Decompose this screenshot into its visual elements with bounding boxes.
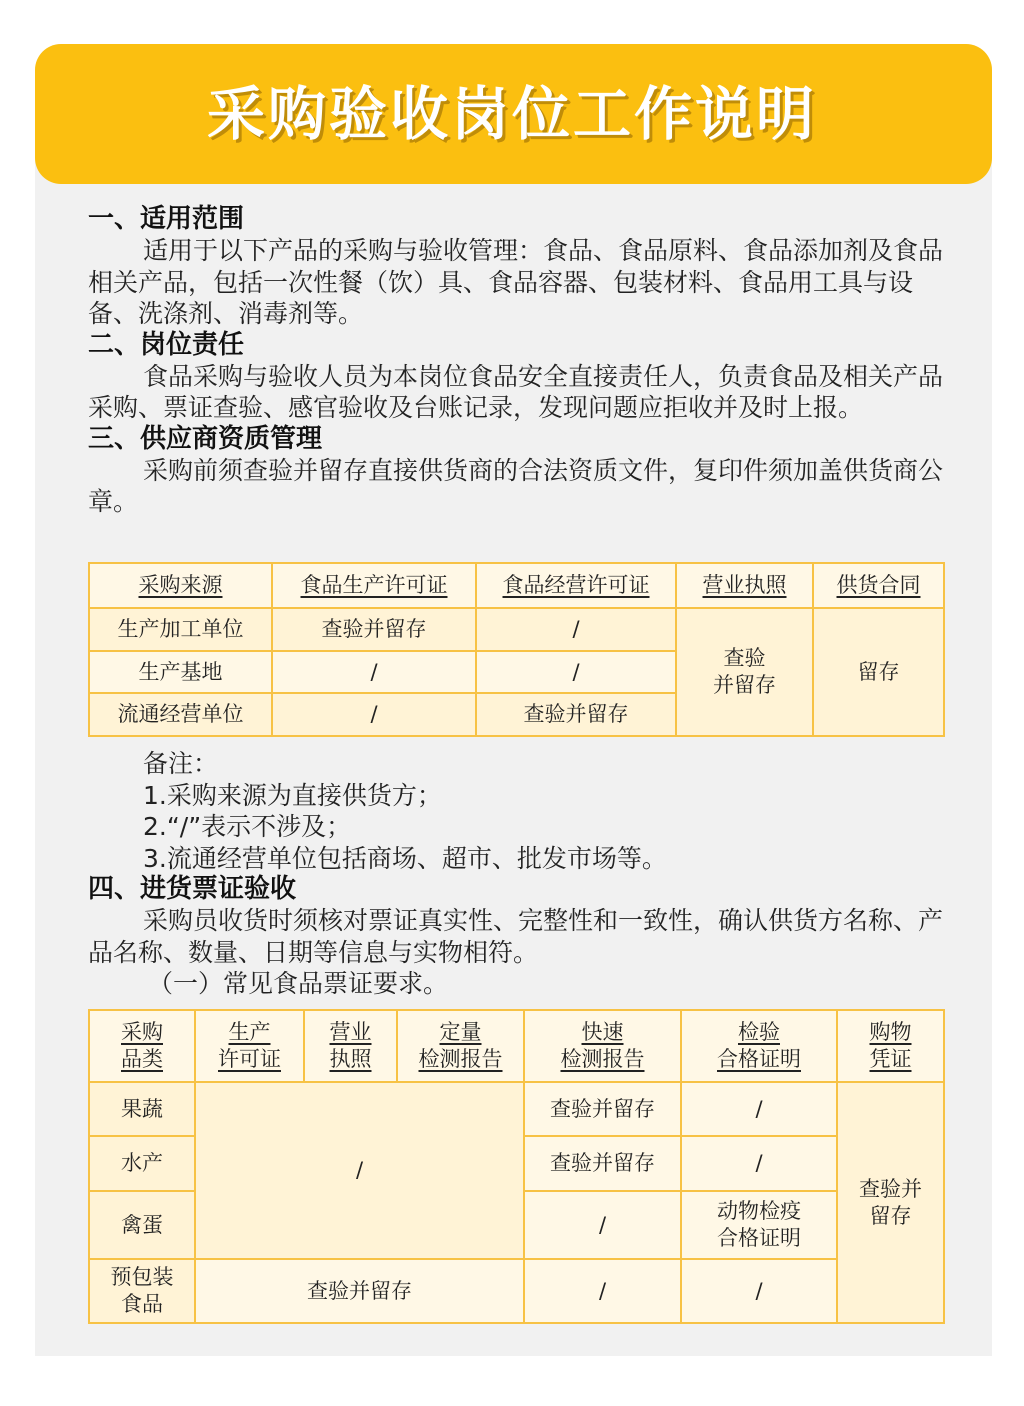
notes-label: 备注： xyxy=(143,749,219,778)
table1-row-source: 生产加工单位 xyxy=(89,608,272,651)
table2-header xyxy=(681,1010,837,1082)
header-line: 检验 xyxy=(738,1020,780,1044)
cell-line: 食品 xyxy=(121,1292,163,1316)
table1-header-source: 采购来源 xyxy=(89,563,272,608)
table1-cell: / xyxy=(476,651,676,693)
receipt-requirements-table xyxy=(88,1009,945,1324)
document-body xyxy=(88,204,948,518)
header-line: 合格证明 xyxy=(717,1047,801,1071)
table2-row-category: 水产 xyxy=(89,1136,195,1191)
table1-cell: / xyxy=(272,651,476,693)
table2-cell: / xyxy=(681,1136,837,1191)
cell-line: 预包装 xyxy=(110,1265,174,1289)
header-line: 营业 xyxy=(329,1020,372,1044)
header-line: 定量 xyxy=(439,1020,482,1044)
header-line: 执照 xyxy=(329,1047,372,1071)
section-heading-responsibility: 二、岗位责任 xyxy=(88,329,245,360)
table2-row-category: 果蔬 xyxy=(89,1082,195,1136)
table2-cell: / xyxy=(524,1259,681,1323)
subsection-heading: （一）常见食品票证要求。 xyxy=(148,969,449,998)
table2-header xyxy=(304,1010,397,1082)
table2-cell: / xyxy=(524,1191,681,1259)
note-item: 1.采购来源为直接供货方； xyxy=(143,780,442,810)
table2-header xyxy=(89,1010,195,1082)
header-line: 检测报告 xyxy=(560,1047,645,1071)
section-text-receipt-check: 采购员收货时须核对票证真实性、完整性和一致性，确认供货方名称、产品名称、数量、日期等信息与实物相符。 xyxy=(88,906,944,967)
table2-row-category xyxy=(89,1259,195,1323)
table2-cell: 查验并留存 xyxy=(524,1082,681,1136)
table2-row-category: 禽蛋 xyxy=(89,1191,195,1259)
cell-line: 动物检疫 xyxy=(717,1199,801,1223)
section-text-scope: 适用于以下产品的采购与验收管理：食品、食品原料、食品添加剂及食品相关产品，包括一次性餐（饮）具、食品容器、包装材料、食品用工具与设备、洗涤剂、消毒剂等。 xyxy=(88,236,944,328)
merged-line: 查验 xyxy=(723,646,766,670)
table2-cell: 查验并留存 xyxy=(524,1136,681,1191)
table1-header-production-license: 食品生产许可证 xyxy=(272,563,476,608)
header-line: 购物 xyxy=(869,1020,912,1044)
section-text-responsibility: 食品采购与验收人员为本岗位食品安全直接责任人，负责食品及相关产品采购、票证查验、感官验收及台账记录，发现问题应拒收并及时上报。 xyxy=(88,361,944,422)
table2-cell xyxy=(681,1191,837,1259)
table1-row-source: 生产基地 xyxy=(89,651,272,693)
header-line: 凭证 xyxy=(869,1047,912,1071)
notes-block xyxy=(88,748,948,1000)
table2-merged-receipt xyxy=(837,1082,944,1323)
table2-merged-na: / xyxy=(195,1082,524,1259)
supplier-qualification-table xyxy=(88,562,945,737)
table1-header-business-license: 食品经营许可证 xyxy=(476,563,676,608)
table1-header-supply-contract: 供货合同 xyxy=(813,563,944,608)
table2-header xyxy=(195,1010,304,1082)
header-line: 采购 xyxy=(121,1020,163,1044)
merged-line: 并留存 xyxy=(713,673,776,697)
merged-line: 留存 xyxy=(869,1203,912,1228)
table2-cell: / xyxy=(681,1259,837,1323)
table1-cell: / xyxy=(272,693,476,736)
section-heading-scope: 一、适用范围 xyxy=(88,204,245,234)
header-line: 快速 xyxy=(581,1020,624,1044)
table2-cell: / xyxy=(681,1082,837,1136)
header-line: 品类 xyxy=(121,1047,163,1071)
table1-row-source: 流通经营单位 xyxy=(89,693,272,736)
table2-header xyxy=(524,1010,681,1082)
note-item: 3.流通经营单位包括商场、超市、批发市场等。 xyxy=(143,843,667,873)
section-heading-receipt-check: 四、进货票证验收 xyxy=(88,874,297,904)
header-line: 生产 xyxy=(228,1020,271,1044)
section-text-supplier: 采购前须查验并留存直接供货商的合法资质文件，复印件须加盖供货商公章。 xyxy=(88,455,944,516)
header-line: 许可证 xyxy=(218,1047,281,1071)
table2-header xyxy=(397,1010,524,1082)
table1-cell: 查验并留存 xyxy=(272,608,476,651)
header-line: 检测报告 xyxy=(418,1047,503,1071)
cell-line: 合格证明 xyxy=(717,1226,801,1250)
table1-cell: 查验并留存 xyxy=(476,693,676,736)
note-item: 2.“/”表示不涉及； xyxy=(143,812,352,841)
merged-line: 查验并 xyxy=(859,1176,922,1201)
table1-merged-contract: 留存 xyxy=(813,608,944,736)
section-heading-supplier: 三、供应商资质管理 xyxy=(88,423,323,454)
table1-merged-business-permit xyxy=(676,608,813,736)
table2-header xyxy=(837,1010,944,1082)
page-title: 采购验收岗位工作说明 xyxy=(206,80,817,148)
table1-cell: / xyxy=(476,608,676,651)
table1-header-business-permit: 营业执照 xyxy=(676,563,813,608)
table2-cell: 查验并留存 xyxy=(195,1259,524,1323)
